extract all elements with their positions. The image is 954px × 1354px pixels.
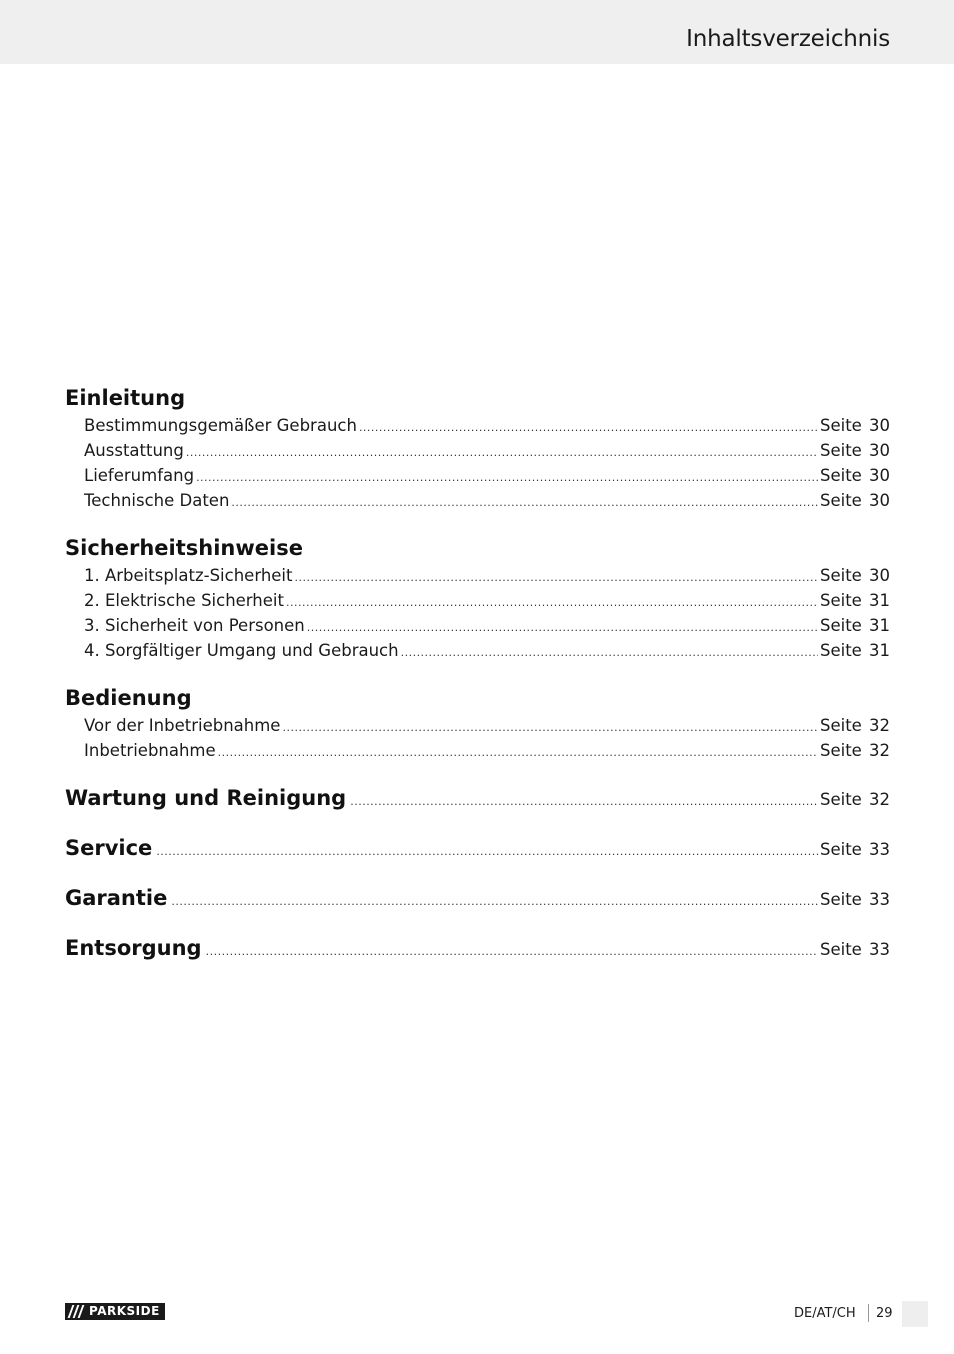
toc-section-einleitung — [65, 383, 890, 513]
header-bar — [0, 0, 954, 64]
entry-seite: Seite — [820, 466, 862, 485]
toc-entry[interactable] — [65, 713, 890, 738]
entry-page: 31 — [869, 591, 890, 610]
entry-seite: Seite — [820, 441, 862, 460]
section-heading: Sicherheitshinweise — [65, 536, 303, 560]
toc-main-entry-entsorgung[interactable] — [65, 933, 890, 963]
toc-entry[interactable] — [65, 438, 890, 463]
dot-leader — [196, 465, 818, 490]
entry-page: 33 — [869, 940, 890, 959]
entry-page: 30 — [869, 441, 890, 460]
dot-leader — [186, 440, 818, 465]
entry-label: Lieferumfang — [84, 466, 195, 485]
entry-label: 3. Sicherheit von Personen — [84, 616, 305, 635]
footer-page-number: 29 — [876, 1306, 893, 1321]
main-entry-label: Garantie — [65, 886, 168, 910]
main-entry-label: Wartung und Reinigung — [65, 786, 347, 810]
entry-page: 30 — [869, 416, 890, 435]
entry-seite: Seite — [820, 641, 862, 660]
entry-page: 33 — [869, 890, 890, 909]
entry-page: 30 — [869, 566, 890, 585]
entry-label: 2. Elektrische Sicherheit — [84, 591, 284, 610]
entry-page: 30 — [869, 491, 890, 510]
entry-label: Technische Daten — [84, 491, 230, 510]
dot-leader — [350, 787, 818, 817]
entry-label: 1. Arbeitsplatz-Sicherheit — [84, 566, 293, 585]
entry-seite: Seite — [820, 741, 862, 760]
dot-leader — [359, 415, 818, 440]
entry-page: 33 — [869, 840, 890, 859]
entry-label: Bestimmungsgemäßer Gebrauch — [84, 416, 357, 435]
entry-label: Vor der Inbetriebnahme — [84, 716, 281, 735]
dot-leader — [206, 937, 818, 967]
entry-label: Inbetriebnahme — [84, 741, 216, 760]
logo-text: PARKSIDE — [87, 1303, 165, 1320]
entry-seite: Seite — [820, 940, 862, 959]
entry-page: 31 — [869, 641, 890, 660]
table-of-contents — [65, 383, 890, 963]
footer-country: DE/AT/CH — [794, 1306, 856, 1321]
footer-divider — [868, 1304, 869, 1322]
toc-main-entry-wartung[interactable] — [65, 783, 890, 813]
dot-leader — [294, 565, 818, 590]
entry-page: 32 — [869, 716, 890, 735]
entry-seite: Seite — [820, 416, 862, 435]
toc-entry[interactable] — [65, 613, 890, 638]
entry-page: 31 — [869, 616, 890, 635]
entry-seite: Seite — [820, 840, 862, 859]
footer-box — [902, 1301, 928, 1327]
entry-seite: Seite — [820, 616, 862, 635]
logo-stripes-icon — [65, 1303, 87, 1320]
toc-entry[interactable] — [65, 638, 890, 663]
entry-seite: Seite — [820, 790, 862, 809]
dot-leader — [156, 837, 818, 867]
dot-leader — [307, 615, 818, 640]
entry-label: Ausstattung — [84, 441, 184, 460]
section-heading: Einleitung — [65, 386, 186, 410]
toc-entry[interactable] — [65, 563, 890, 588]
toc-main-entry-service[interactable] — [65, 833, 890, 863]
entry-seite: Seite — [820, 566, 862, 585]
dot-leader — [401, 640, 818, 665]
toc-section-sicherheitshinweise — [65, 533, 890, 663]
entry-seite: Seite — [820, 716, 862, 735]
parkside-logo — [65, 1303, 165, 1320]
toc-entry[interactable] — [65, 738, 890, 763]
toc-main-entry-garantie[interactable] — [65, 883, 890, 913]
main-entry-label: Service — [65, 836, 153, 860]
toc-entry[interactable] — [65, 413, 890, 438]
entry-page: 30 — [869, 466, 890, 485]
entry-page: 32 — [869, 790, 890, 809]
entry-seite: Seite — [820, 890, 862, 909]
dot-leader — [171, 887, 818, 917]
entry-page: 32 — [869, 741, 890, 760]
toc-entry[interactable] — [65, 588, 890, 613]
entry-seite: Seite — [820, 591, 862, 610]
toc-entry[interactable] — [65, 488, 890, 513]
dot-leader — [282, 715, 818, 740]
toc-entry[interactable] — [65, 463, 890, 488]
section-heading: Bedienung — [65, 686, 192, 710]
entry-label: 4. Sorgfältiger Umgang und Gebrauch — [84, 641, 399, 660]
page-title: Inhaltsverzeichnis — [686, 26, 890, 52]
entry-seite: Seite — [820, 491, 862, 510]
toc-section-bedienung — [65, 683, 890, 763]
dot-leader — [218, 740, 818, 765]
main-entry-label: Entsorgung — [65, 936, 202, 960]
dot-leader — [231, 490, 818, 515]
dot-leader — [286, 590, 818, 615]
